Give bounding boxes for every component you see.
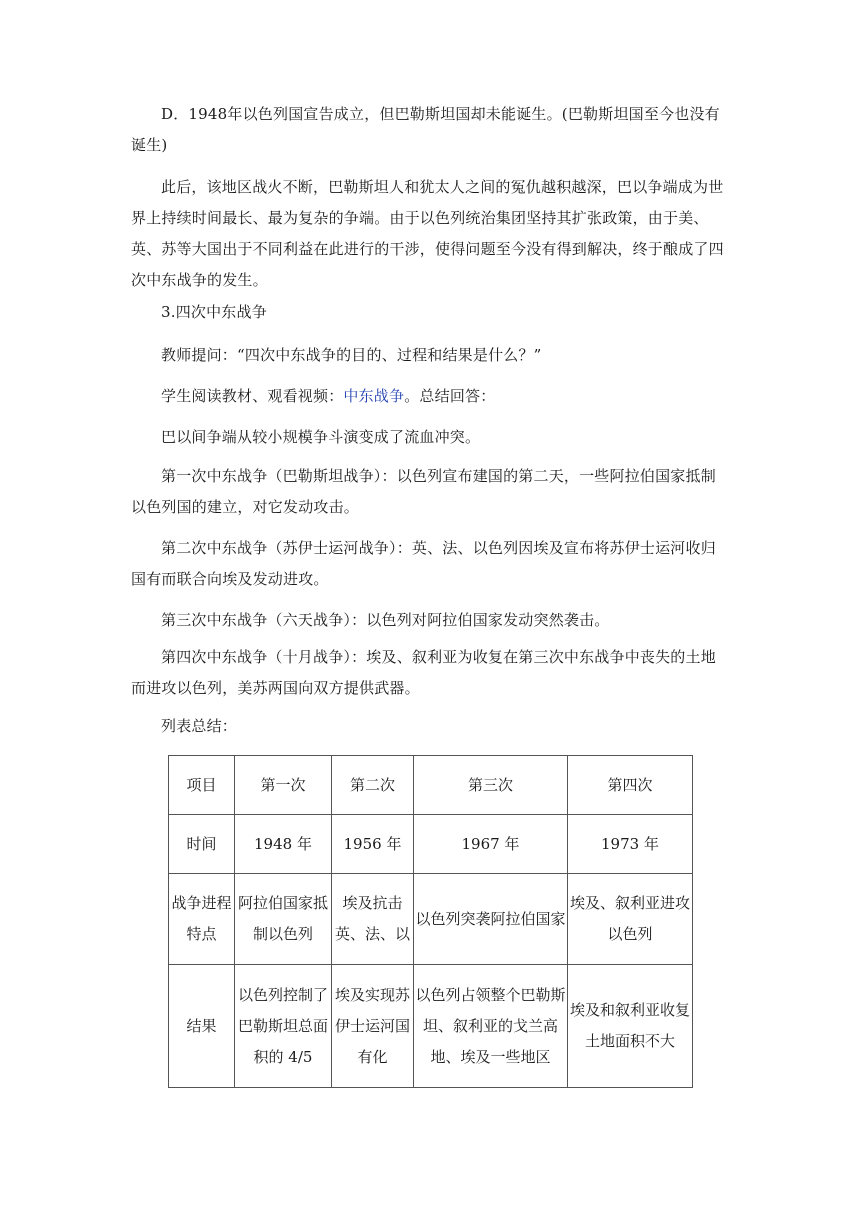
- table-cell: 以色列控制了巴勒斯坦总面积的 4/5: [235, 965, 332, 1088]
- table-cell: 第一次: [235, 756, 332, 815]
- conflict-background-paragraph: 此后，该地区战火不断，巴勒斯坦人和犹太人之间的冤仇越积越深，巴以争端成为世界上持续时间最长、最为复杂的争端。由于以色列统治集团坚持其扩张政策，由于美、英、苏等大国出于不同利益在此进行的干涉，使得问题至今没有得到解决，终于酿成了四次中东战争的发生。: [131, 178, 724, 289]
- teacher-question: 教师提问：“四次中东战争的目的、过程和结果是什么？”: [161, 346, 542, 364]
- third-war-paragraph: 第三次中东战争（六天战争）：以色列对阿拉伯国家发动突然袭击。: [161, 611, 610, 629]
- first-war-paragraph: 第一次中东战争（巴勒斯坦战争）：以色列宣布建国的第二天，一些阿拉伯国家抵制以色列国的建立，对它发动攻击。: [131, 467, 716, 516]
- table-cell: 埃及实现苏伊士运河国有化: [332, 965, 414, 1088]
- table-row: [169, 874, 693, 965]
- option-d-paragraph: D．1948年以色列国宣告成立，但巴勒斯坦国却未能诞生。(巴勒斯坦国至今也没有诞生): [131, 105, 720, 154]
- student-activity-suffix: 。总结回答：: [404, 387, 496, 405]
- summary-label: 列表总结：: [161, 717, 238, 735]
- table-cell: 战争进程特点: [169, 874, 235, 965]
- video-link[interactable]: 中东战争: [343, 387, 405, 405]
- table-cell: 第四次: [568, 756, 693, 815]
- summary-table: [168, 755, 693, 1088]
- section-heading: 3.四次中东战争: [161, 303, 267, 321]
- student-activity-prefix: 学生阅读教材、观看视频：: [161, 387, 344, 405]
- table-cell: 第二次: [332, 756, 414, 815]
- table-cell: 1956 年: [332, 815, 414, 874]
- table-header-row: [169, 756, 693, 815]
- table-cell: 第三次: [414, 756, 568, 815]
- table-cell: 以色列突袭阿拉伯国家: [414, 874, 568, 965]
- table-cell: 1967 年: [414, 815, 568, 874]
- table-cell: 项目: [169, 756, 235, 815]
- table-cell: 埃及和叙利亚收复土地面积不大: [568, 965, 693, 1088]
- second-war-paragraph: 第二次中东战争（苏伊士运河战争）：英、法、以色列因埃及宣布将苏伊士运河收归国有而联合向埃及发动进攻。: [131, 539, 716, 588]
- table-cell: 时间: [169, 815, 235, 874]
- table-cell: 埃及、叙利亚进攻以色列: [568, 874, 693, 965]
- table-cell: 阿拉伯国家抵制以色列: [235, 874, 332, 965]
- table-cell: 1973 年: [568, 815, 693, 874]
- table-cell: 埃及抗击英、法、以: [332, 874, 414, 965]
- fourth-war-paragraph: 第四次中东战争（十月战争）：埃及、叙利亚为收复在第三次中东战争中丧失的土地而进攻以色列，美苏两国向双方提供武器。: [131, 648, 716, 697]
- table-cell: 1948 年: [235, 815, 332, 874]
- table-cell: 结果: [169, 965, 235, 1088]
- table-row: [169, 815, 693, 874]
- student-activity: [131, 381, 731, 412]
- escalation-statement: 巴以间争端从较小规模争斗演变成了流血冲突。: [161, 428, 481, 446]
- table-row: [169, 965, 693, 1088]
- table-cell: 以色列占领整个巴勒斯坦、叙利亚的戈兰高地、埃及一些地区: [414, 965, 568, 1088]
